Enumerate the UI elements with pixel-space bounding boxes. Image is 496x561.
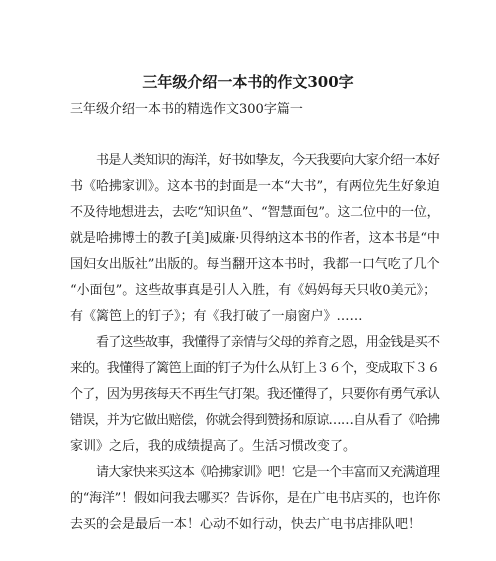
text-line: 来的。我懂得了篱笆上面的钉子为什么从钉上３６个，变成取下３６ [70, 361, 440, 376]
text-line: 就是哈拂博士的教子[美]威廉·贝得纳这本书的作者，这本书是“中 [70, 231, 440, 246]
text-line: 的“海洋”！假如问我去哪买？告诉你，是在广电书店买的，也许你 [70, 491, 441, 506]
text-line: 错误，并为它做出赔偿，你就会得到赞扬和原谅……自从看了《哈拂 [70, 413, 440, 428]
text-line: 个了，因为男孩每天不再生气打架。我还懂得了，只要你有勇气承认 [70, 387, 440, 402]
document-title: 三年级介绍一本书的作文300字 [142, 73, 354, 91]
paragraph-3 [70, 460, 440, 538]
text-line: 去买的会是最后一本！心动不如行动，快去广电书店排队吧！ [70, 517, 422, 532]
text-line: 请大家快来买这本《哈拂家训》吧！它是一个丰富而又充满道理 [96, 465, 440, 480]
text-line: 家训》之后，我的成绩提高了。生活习惯改变了。 [70, 439, 357, 454]
text-line: 国妇女出版社”出版的。每当翻开这本书时，我都一口气吃了几个 [70, 257, 440, 272]
text-line: 书是人类知识的海洋，好书如挚友，今天我要向大家介绍一本好 [96, 153, 440, 168]
text-line: 看了这些故事，我懂得了亲情与父母的养育之恩，用金钱是买不 [96, 335, 440, 350]
document-subtitle: 三年级介绍一本书的精选作文300字篇一 [70, 102, 303, 117]
text-line: 有《篱笆上的钉子》；有《我打破了一扇窗户》…… [70, 309, 363, 324]
text-line: 书《哈拂家训》。这本书的封面是一本“大书”，有两位先生好象迫 [70, 179, 440, 194]
text-line: “小面包”。这些故事真是引人入胜，有《妈妈每天只收0美元》； [70, 283, 437, 298]
paragraph-1 [70, 148, 440, 330]
text-line: 不及待地想进去，去吃“知识鱼”、“智慧面包”。这二位中的一位， [70, 205, 440, 220]
paragraph-2 [70, 330, 440, 460]
